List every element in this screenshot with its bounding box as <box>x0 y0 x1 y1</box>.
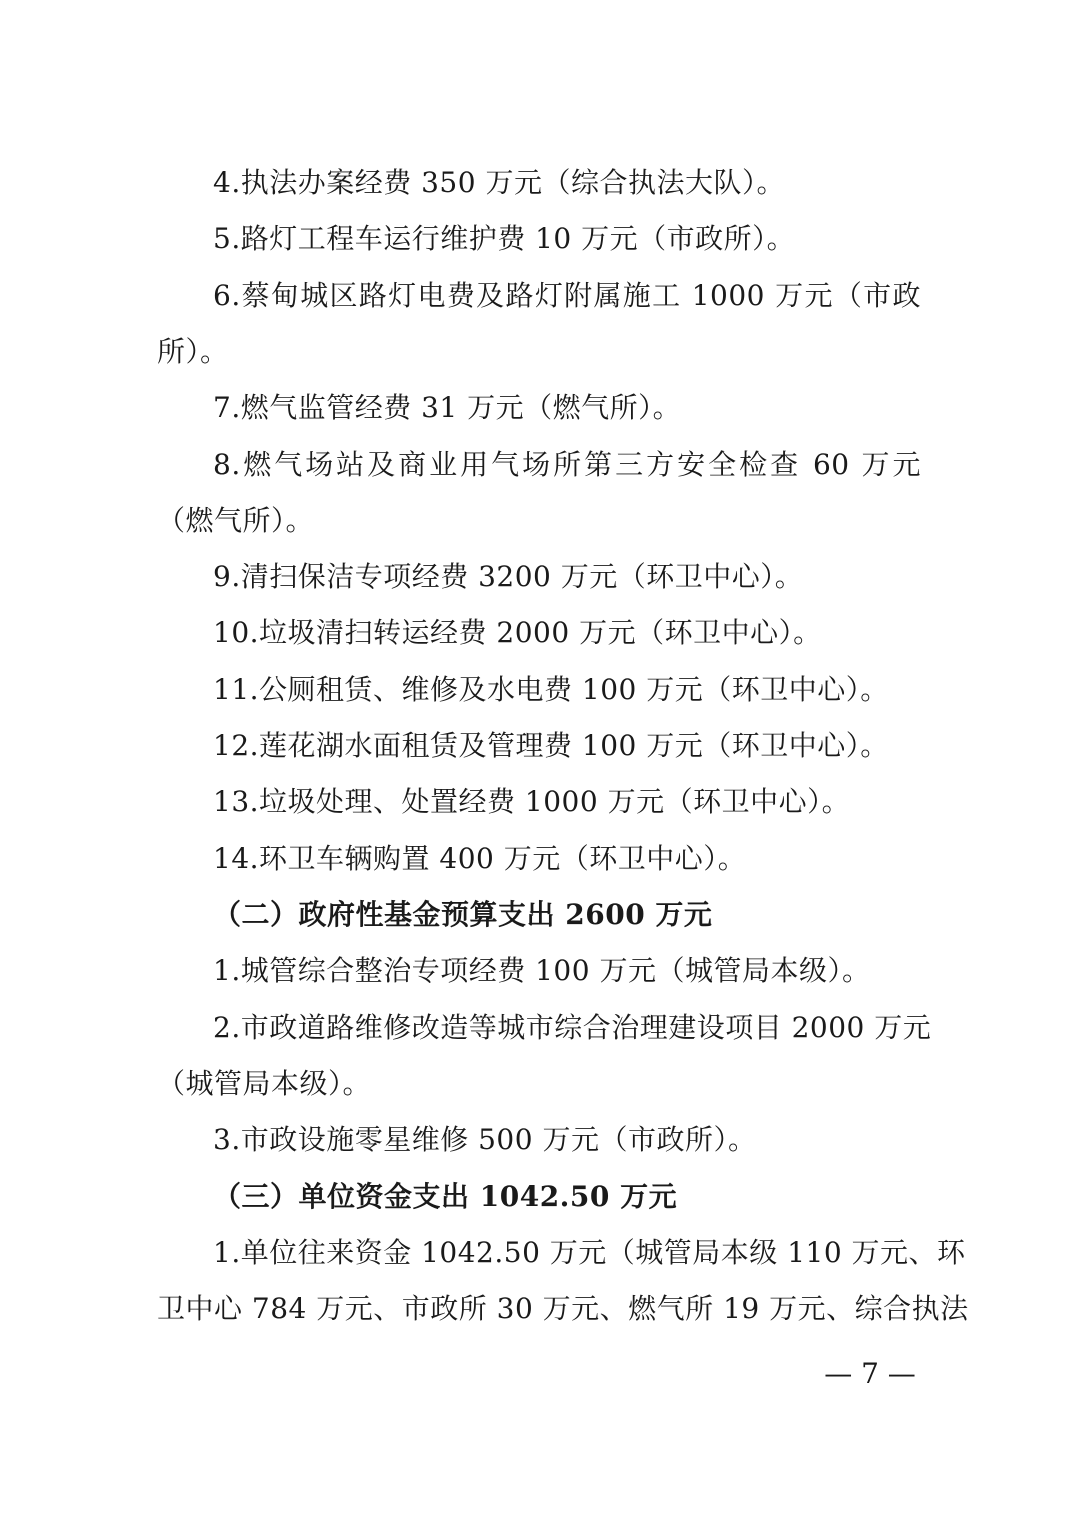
item-5-streetlight-vehicle: 5.路灯工程车运行维护费 10 万元（市政所）。 <box>213 222 796 255</box>
item-10-garbage-transfer: 10.垃圾清扫转运经费 2000 万元（环卫中心）。 <box>213 616 822 649</box>
section-3-item-1-continuation: 卫中心 784 万元、市政所 30 万元、燃气所 19 万元、综合执法 <box>157 1292 969 1325</box>
section-2-item-1: 1.城管综合整治专项经费 100 万元（城管局本级）。 <box>213 954 871 987</box>
item-13-garbage-disposal: 13.垃圾处理、处置经费 1000 万元（环卫中心）。 <box>213 785 851 818</box>
item-14-sanitation-vehicles: 14.环卫车辆购置 400 万元（环卫中心）。 <box>213 842 747 875</box>
item-7-gas-supervision: 7.燃气监管经费 31 万元（燃气所）。 <box>213 391 682 424</box>
item-4-enforcement-funds: 4.执法办案经费 350 万元（综合执法大队）。 <box>213 166 785 199</box>
item-8-continuation: （燃气所）。 <box>157 504 315 537</box>
section-2-item-3: 3.市政设施零星维修 500 万元（市政所）。 <box>213 1123 757 1156</box>
section-2-item-2-continuation: （城管局本级）。 <box>157 1067 372 1100</box>
item-12-lotus-lake: 12.莲花湖水面租赁及管理费 100 万元（环卫中心）。 <box>213 729 889 762</box>
item-6-continuation: 所）。 <box>157 335 229 368</box>
page-number: — 7 — <box>824 1357 916 1390</box>
item-6-streetlight-electricity: 6.蔡甸城区路灯电费及路灯附属施工 1000 万元（市政 <box>213 279 921 312</box>
item-11-public-toilets: 11.公厕租赁、维修及水电费 100 万元（环卫中心）。 <box>213 673 889 706</box>
section-3-heading: （三）单位资金支出 1042.50 万元 <box>213 1180 678 1213</box>
section-3-item-1: 1.单位往来资金 1042.50 万元（城管局本级 110 万元、环 <box>213 1236 966 1269</box>
item-9-cleaning-funds: 9.清扫保洁专项经费 3200 万元（环卫中心）。 <box>213 560 804 593</box>
section-2-item-2: 2.市政道路维修改造等城市综合治理建设项目 2000 万元 <box>213 1011 932 1044</box>
item-8-gas-safety-inspection: 8.燃气场站及商业用气场所第三方安全检查 60 万元 <box>213 448 921 481</box>
section-2-heading: （二）政府性基金预算支出 2600 万元 <box>213 898 713 931</box>
